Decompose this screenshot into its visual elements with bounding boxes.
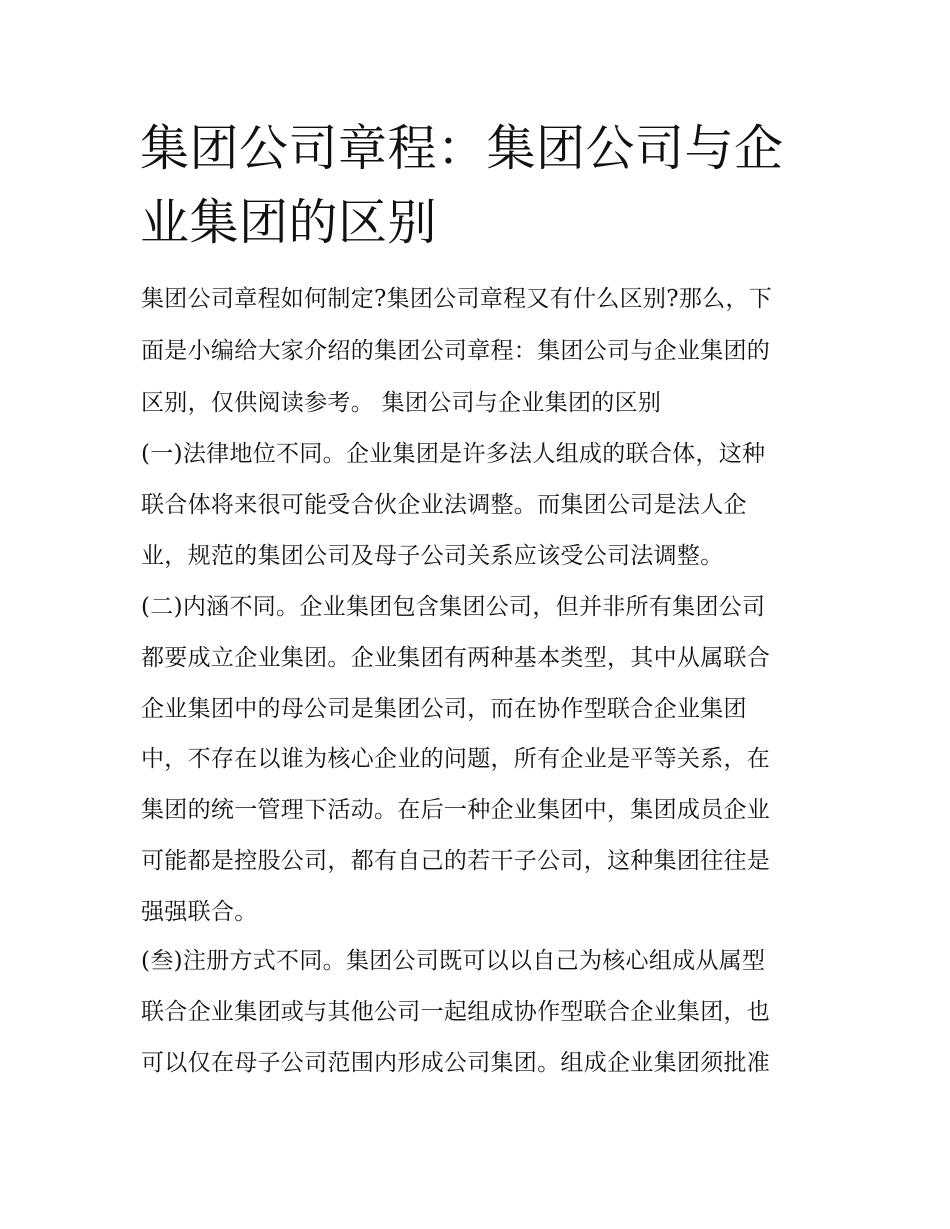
body-line: 都要成立企业集团。企业集团有两种基本类型，其中从属联合 <box>141 645 771 671</box>
body-line: 中，不存在以谁为核心企业的问题，所有企业是平等关系，在 <box>141 746 771 772</box>
body-line: (一)法律地位不同。企业集团是许多法人组成的联合体，这种 <box>141 441 766 467</box>
title-line: 集团公司章程：集团公司与企 <box>140 120 784 177</box>
body-line: 可以仅在母子公司范围内形成公司集团。组成企业集团须批准 <box>141 1050 771 1076</box>
title-line: 业集团的区别 <box>140 194 438 251</box>
body-line: 集团的统一管理下活动。在后一种企业集团中，集团成员企业 <box>141 797 771 823</box>
body-line: (二)内涵不同。企业集团包含集团公司，但并非所有集团公司 <box>141 594 766 620</box>
body-line: 强强联合。 <box>141 899 258 925</box>
document-title <box>140 112 820 260</box>
body-line: 企业集团中的母公司是集团公司，而在协作型联合企业集团 <box>141 696 747 722</box>
body-line: 面是小编给大家介绍的集团公司章程：集团公司与企业集团的 <box>141 338 771 364</box>
body-line: 联合企业集团或与其他公司一起组成协作型联合企业集团，也 <box>141 999 771 1025</box>
body-line: (叁)注册方式不同。集团公司既可以以自己为核心组成从属型 <box>141 948 766 974</box>
body-line: 业，规范的集团公司及母子公司关系应该受公司法调整。 <box>141 543 724 569</box>
body-line: 联合体将来很可能受合伙企业法调整。而集团公司是法人企 <box>141 492 747 518</box>
body-line: 可能都是控股公司，都有自己的若干子公司，这种集团往往是 <box>141 848 771 874</box>
body-line: 区别，仅供阅读参考。 集团公司与企业集团的区别 <box>141 390 662 416</box>
body-line: 集团公司章程如何制定?集团公司章程又有什么区别?那么，下 <box>141 286 773 312</box>
